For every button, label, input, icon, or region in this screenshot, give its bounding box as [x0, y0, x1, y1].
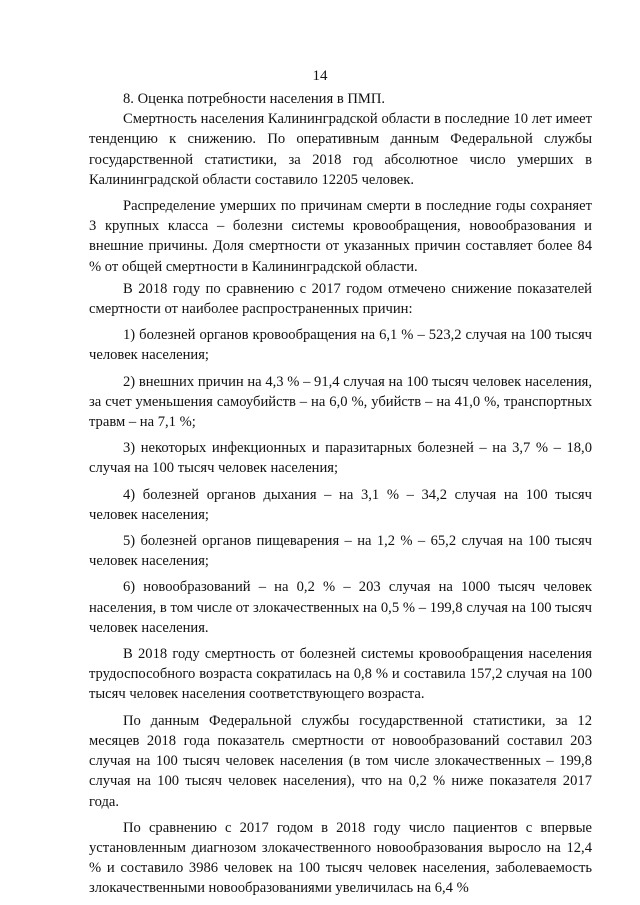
list-item-infectious: 3) некоторых инфекционных и паразитарных болезней – на 3,7 % – 18,0 случая на 100 тысяч человек населения;	[89, 440, 592, 477]
paragraph-death-causes: Распределение умерших по причинам смерти в последние годы сохраняет 3 крупных класса – болезни системы кровообращения, новообразования и внешние причины. Доля смертности от указанных причин составляет более 84 % от общей смертности в Калининградской области.	[89, 198, 592, 275]
list-item-digestive: 5) болезней органов пищеварения – на 1,2 % – 65,2 случая на 100 тысяч человек населения;	[89, 533, 592, 570]
list-item-external-causes: 2) внешних причин на 4,3 % – 91,4 случая на 100 тысяч человек населения, за счет уменьшения самоубийств – на 6,0 %, убийств – на 41,0 %, транспортных травм – на 7,1 %;	[89, 373, 592, 431]
paragraph-new-cases: По сравнению с 2017 годом в 2018 году число пациентов с впервые установленным диагнозом злокачественного новообразования выросло на 12,4 % и составило 3986 человек на 100 тысяч человек населения, заболеваемость злокачественными новообразованиями увеличилась на 6,4 %	[89, 819, 592, 897]
page-number: 14	[312, 68, 328, 84]
document-body	[89, 89, 592, 899]
paragraph-decrease-intro: В 2018 году по сравнению с 2017 годом отмечено снижение показателей смертности от наиболее распространенных причин:	[89, 280, 592, 318]
list-item-neoplasms: 6) новообразований – на 0,2 % – 203 случая на 1000 тысяч человек населения, в том числе от злокачественных на 0,5 % – 199,8 случая на 100 тысяч человек населения.	[89, 579, 592, 636]
paragraph-working-age: В 2018 году смертность от болезней системы кровообращения населения трудоспособного возраста сократилась на 0,8 % и составила 157,2 случая на 100 тысяч человек населения соответствующего возраста.	[89, 646, 592, 703]
paragraph-neoplasm-mortality: По данным Федеральной службы государственной статистики, за 12 месяцев 2018 года показатель смертности от новообразований составил 203 случая на 100 тысяч человек населения (в том числе злокачественных – 199,8 случая на 100 тысяч человек населения), что на 0,2 % ниже показателя 2017 года.	[89, 712, 592, 810]
section-heading: 8. Оценка потребности населения в ПМП.	[123, 91, 386, 107]
paragraph-mortality-trend: Смертность населения Калининградской области в последние 10 лет имеет тенденцию к снижению. По оперативным данным Федеральной службы государственной статистики, за 2018 год абсолютное число умерших в Калининградской области составило 12205 человек.	[89, 111, 592, 188]
list-item-respiratory: 4) болезней органов дыхания – на 3,1 % – 34,2 случая на 100 тысяч человек населения;	[89, 486, 592, 523]
list-item-circulatory: 1) болезней органов кровообращения на 6,1 % – 523,2 случая на 100 тысяч человек населения;	[89, 327, 592, 364]
